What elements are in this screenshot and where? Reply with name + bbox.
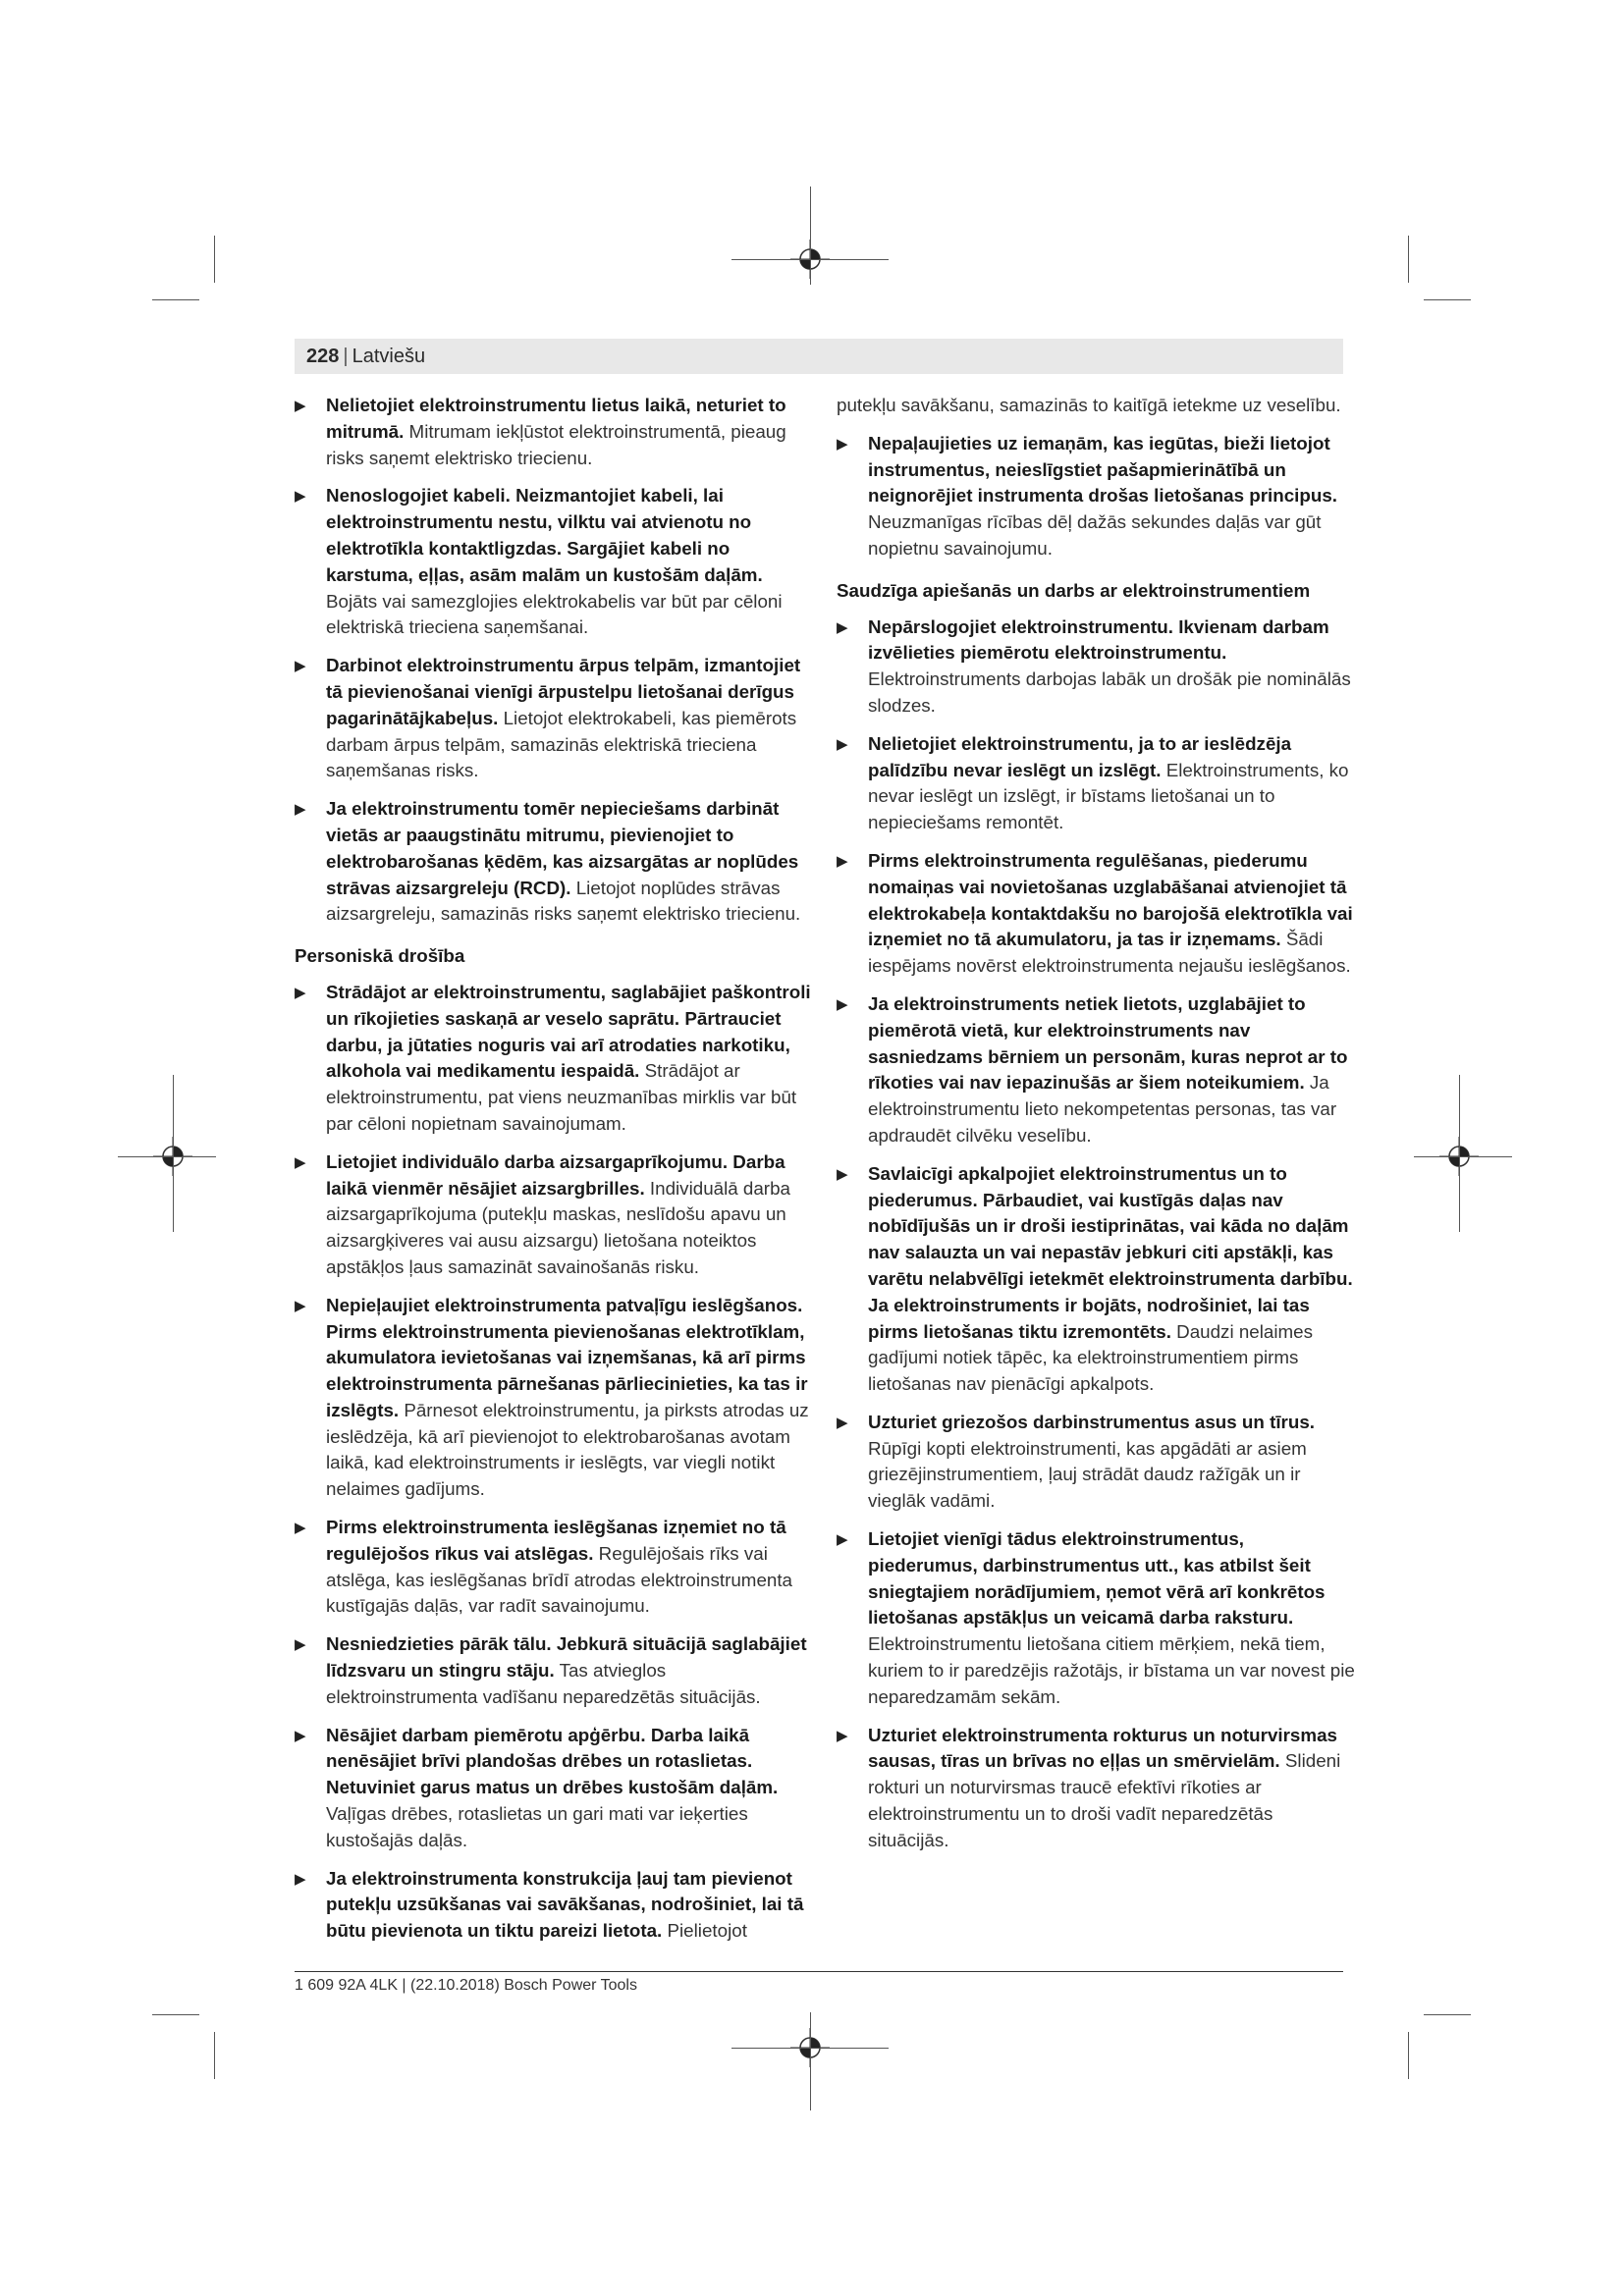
crop-mark [152,299,199,300]
bullet-arrow-icon: ▶ [295,1297,306,1314]
bullet-arrow-icon: ▶ [837,618,848,636]
instruction-text: Mitrumam iekļūstot elektroinstrumentā, pieaug risks saņemt elektrisko triecienu. [326,420,786,468]
safety-instruction [295,653,815,784]
page-header [295,339,1343,374]
instruction-bold: Pirms elektroinstrumenta regulēšanas, piederumu nomaiņas vai novietošanas uzglabāšanai atvienojiet tā elektrokabeļa kontaktdakšu no barojošā elektrotīkla vai izņemiet no tā akumulatoru, ja tas ir izņemams. [868,849,1353,950]
instruction-bold: Ja elektroinstruments netiek lietots, uzglabājiet to piemērotā vietā, kur elektroinstruments nav sasniedzams bērniem un personām, kuras neprot ar to rīkoties vai nav iepazinušās ar šiem noteikumiem. [868,992,1348,1094]
bullet-arrow-icon: ▶ [295,1153,306,1171]
bullet-arrow-icon: ▶ [837,1414,848,1431]
bullet-arrow-icon: ▶ [295,1870,306,1888]
registration-line [810,2012,811,2110]
crop-mark [1424,2014,1471,2015]
instruction-bold: Nepaļaujieties uz iemaņām, kas iegūtas, bieži lietojot instrumentus, neieslīgstiet pašapmierinātībā un neignorējiet instrumenta drošas lietošanas principus. [868,432,1337,507]
bullet-arrow-icon: ▶ [837,1531,848,1549]
instruction-text: Neuzmanīgas rīcības dēļ dažās sekundes daļās var gūt nopietnu savainojumu. [868,511,1322,559]
instruction-text: Rūpīgi kopti elektroinstrumenti, kas apgādāti ar asiem griezējinstrumentiem, ļauj strādāt daudz ražīgāk un ir vieglāk vadāmi. [868,1437,1307,1512]
instruction-text: Lietojot noplūdes strāvas aizsargreleju, samazinās risks saņemt elektrisko triecienu. [326,877,801,925]
bullet-arrow-icon: ▶ [295,801,306,819]
instruction-bold: Nelietojiet elektroinstrumentu lietus laikā, neturiet to mitrumā. [326,395,786,442]
bullet-arrow-icon: ▶ [837,852,848,870]
safety-instruction [295,1149,815,1281]
safety-instruction [295,980,815,1138]
instruction-bold: Nelietojiet elektroinstrumentu, ja to ar ieslēdzēja palīdzību nevar ieslēgt un izslēgt. [868,732,1292,780]
instruction-text: Ja elektroinstrumentu lieto nekompetentas personas, tas var apdraudēt cilvēku veselību. [868,1072,1337,1146]
section-heading: Personiskā drošība [295,945,465,967]
header-separator: | [343,345,349,367]
safety-instruction [837,991,1355,1149]
page-footer: 1 609 92A 4LK | (22.10.2018) Bosch Power Tools [295,1977,637,1994]
safety-instruction [295,1293,815,1503]
safety-instruction [295,1866,815,1945]
instruction-text: Slideni rokturi un noturvirsmas traucē efektīvi rīkoties ar elektroinstrumentu un to droši vadīt neparedzētās situācijās. [868,1750,1341,1850]
safety-instruction [295,393,815,471]
bullet-arrow-icon: ▶ [295,398,306,414]
instruction-text: Regulējošais rīks vai atslēga, kas ieslēgšanas brīdī atrodas elektroinstrumenta kustīgajās daļās, var radīt savainojumu. [326,1542,793,1617]
crop-mark [152,2014,199,2015]
instruction-bold: Uzturiet elektroinstrumenta rokturus un noturvirsmas sausas, tīras un brīvas no eļļas un smērvielām. [868,1724,1337,1772]
safety-instruction [837,731,1355,836]
safety-instruction [837,1161,1355,1398]
instruction-bold: Ja elektroinstrumentu tomēr nepieciešams darbināt vietās ar paaugstinātu mitrumu, pievienojiet to elektrobarošanas ķēdēm, kas aizsargātas ar noplūdes strāvas aizsargreleju (RCD). [326,798,799,898]
safety-instruction [837,1410,1355,1515]
right-column [837,393,1355,1866]
bullet-arrow-icon: ▶ [837,435,848,453]
page-number: 228 [306,345,340,367]
instruction-text: Daudzi nelaimes gadījumi notiek tāpēc, ka elektroinstrumentiem pirms lietošanas nav pienācīgi apkalpots. [868,1320,1313,1395]
instruction-text: Elektroinstrumentu lietošana citiem mērķiem, nekā tiem, kuriem to ir paredzējis ražotājs, ir bīstama un var novest pie neparedzamām sekām. [868,1633,1355,1707]
instruction-text: Pielietojot [662,1920,747,1942]
registration-line [1459,1075,1460,1232]
crop-mark [1424,299,1471,300]
instruction-bold: Lietojiet vienīgi tādus elektroinstrumentus, piederumus, darbinstrumentus utt., kas atbilst šeit sniegtajiem norādījumiem, ņemot vērā arī konkrētos lietošanas apstākļus un veicamā darba raksturu. [868,1528,1326,1629]
instruction-text: Individuālā darba aizsargaprīkojuma (putekļu maskas, neslīdošu apavu un aizsargķiveres vai ausu aizsargu) lietošana noteiktos apstākļos ļaus samazināt savainošanās risku. [326,1177,790,1277]
registration-line [810,187,811,285]
instruction-bold: Nenoslogojiet kabeli. Neizmantojiet kabeli, lai elektroinstrumentu nestu, vilktu vai atvienotu no elektrotīkla kontaktligzdas. Sargājiet kabeli no karstuma, eļļas, asām malām un kustošām daļām. [326,485,763,585]
registration-line [1414,1156,1512,1157]
instruction-text: Strādājot ar elektroinstrumentu, pat viens neuzmanības mirklis var būt par cēloni nopietnam savainojumam. [326,1060,797,1134]
safety-instruction [295,1515,815,1620]
instruction-bold: Lietojiet individuālo darba aizsargaprīkojumu. Darba laikā vienmēr nēsājiet aizsargbrilles. [326,1150,785,1199]
footer-rule [295,1971,1343,1972]
registration-line [118,1156,216,1157]
bullet-arrow-icon: ▶ [295,658,306,675]
bullet-arrow-icon: ▶ [295,488,306,506]
instruction-text: Elektroinstruments darbojas labāk un drošāk pie nominālās slodzes. [868,668,1351,716]
instruction-bold: Strādājot ar elektroinstrumentu, saglabājiet paškontroli un rīkojieties saskaņā ar veselo saprātu. Pārtrauciet darbu, ja jūtaties noguris vai arī atrodaties narkotiku, alkohola vai medikamentu iespaidā. [326,981,811,1082]
instruction-text: Tas atvieglos elektroinstrumenta vadīšanu neparedzētās situācijās. [326,1660,761,1707]
instruction-text: Lietojot elektrokabeli, kas piemērots darbam ārpus telpām, samazinās elektriskā trieciena saņemšanas risks. [326,707,797,781]
instruction-text: Bojāts vai samezglojies elektrokabelis var būt par cēloni elektriskā trieciena saņemšanai. [326,590,783,638]
instruction-bold: Ja elektroinstrumenta konstrukcija ļauj tam pievienot putekļu uzsūkšanas vai savākšanas, nodrošiniet, lai tā būtu pievienota un tiktu pareizi lietota. [326,1867,804,1942]
safety-instruction [295,1723,815,1854]
section-heading: Saudzīga apiešanās un darbs ar elektroinstrumentiem [837,579,1311,601]
bullet-arrow-icon: ▶ [837,1165,848,1183]
instruction-bold: Darbinot elektroinstrumentu ārpus telpām, izmantojiet tā pievienošanai vienīgi ārpustelpu lietošanai derīgus pagarinātājkabeļus. [326,655,801,728]
bullet-arrow-icon: ▶ [295,984,306,1001]
safety-instruction [295,483,815,641]
registration-line [173,1075,174,1232]
crop-mark [214,2032,215,2079]
header-language: Latviešu [352,345,426,367]
instruction-bold: Nēsājiet darbam piemērotu apģērbu. Darba laikā nenēsājiet brīvi plandošas drēbes un rotaslietas. Netuviniet garus matus un drēbes kustošām daļām. [326,1724,779,1798]
safety-instruction [837,848,1355,980]
instruction-bold: Pirms elektroinstrumenta ieslēgšanas izņemiet no tā regulējošos rīkus vai atslēgas. [326,1517,786,1564]
instruction-text: Elektroinstruments, ko nevar ieslēgt un izslēgt, ir bīstams lietošanai un to nepieciešams remontēt. [868,759,1349,833]
safety-instruction [295,796,815,928]
instruction-text: Pārnesot elektroinstrumentu, ja pirksts atrodas uz ieslēdzēja, kā arī pievienojot to elektrobarošanas avotam laikā, kad elektroinstruments ir ieslēgts, var viegli notikt nelaimes gadījums. [326,1399,809,1500]
bullet-arrow-icon: ▶ [295,1636,306,1654]
safety-instruction [837,614,1355,720]
bullet-arrow-icon: ▶ [295,1520,306,1537]
left-column [295,393,815,1956]
instruction-text: Vaļīgas drēbes, rotaslietas un gari mati var ieķerties kustošajās daļās. [326,1803,748,1850]
safety-instruction [837,1526,1355,1711]
bullet-arrow-icon: ▶ [837,1727,848,1744]
instruction-text: Šādi iespējams novērst elektroinstrumenta nejaušu ieslēgšanos. [868,929,1351,977]
instruction-bold: Savlaicīgi apkalpojiet elektroinstrumentus un to piederumus. Pārbaudiet, vai kustīgās daļas nav nobīdījušās un ir droši iestiprinātas, vai kāda no daļām nav salauzta un vai nepastāv jebkuri citi apstākļi, kas varētu nelabvēlīgi ietekmēt elektroinstrumenta darbību. Ja elektroinstruments ir bojāts, nodrošiniet, lai tas pirms lietošanas tiktu izremontēts. [868,1162,1353,1342]
safety-instruction [295,1631,815,1710]
instruction-bold: Nesniedzieties pārāk tālu. Jebkurā situācijā saglabājiet līdzsvaru un stingru stāju. [326,1633,807,1682]
instruction-bold: Nepārslogojiet elektroinstrumentu. Ikvienam darbam izvēlieties piemērotu elektroinstrumentu. [868,615,1329,664]
bullet-arrow-icon: ▶ [837,735,848,753]
crop-mark [214,236,215,283]
safety-instruction [837,431,1355,562]
crop-mark [1408,2032,1409,2079]
safety-instruction [837,1723,1355,1854]
bullet-arrow-icon: ▶ [837,995,848,1013]
instruction-bold: Uzturiet griezošos darbinstrumentus asus un tīrus. [868,1411,1315,1432]
bullet-arrow-icon: ▶ [295,1727,306,1744]
continued-text: putekļu savākšanu, samazinās to kaitīgā ietekme uz veselību. [837,395,1341,415]
instruction-bold: Nepieļaujiet elektroinstrumenta patvaļīgu ieslēgšanos. Pirms elektroinstrumenta pievienošanas elektrotīklam, akumulatora ievietošanas vai izņemšanas, kā arī pirms elektroinstrumenta pārnešanas pārliecinieties, ka tas ir izslēgts. [326,1294,808,1420]
crop-mark [1408,236,1409,283]
